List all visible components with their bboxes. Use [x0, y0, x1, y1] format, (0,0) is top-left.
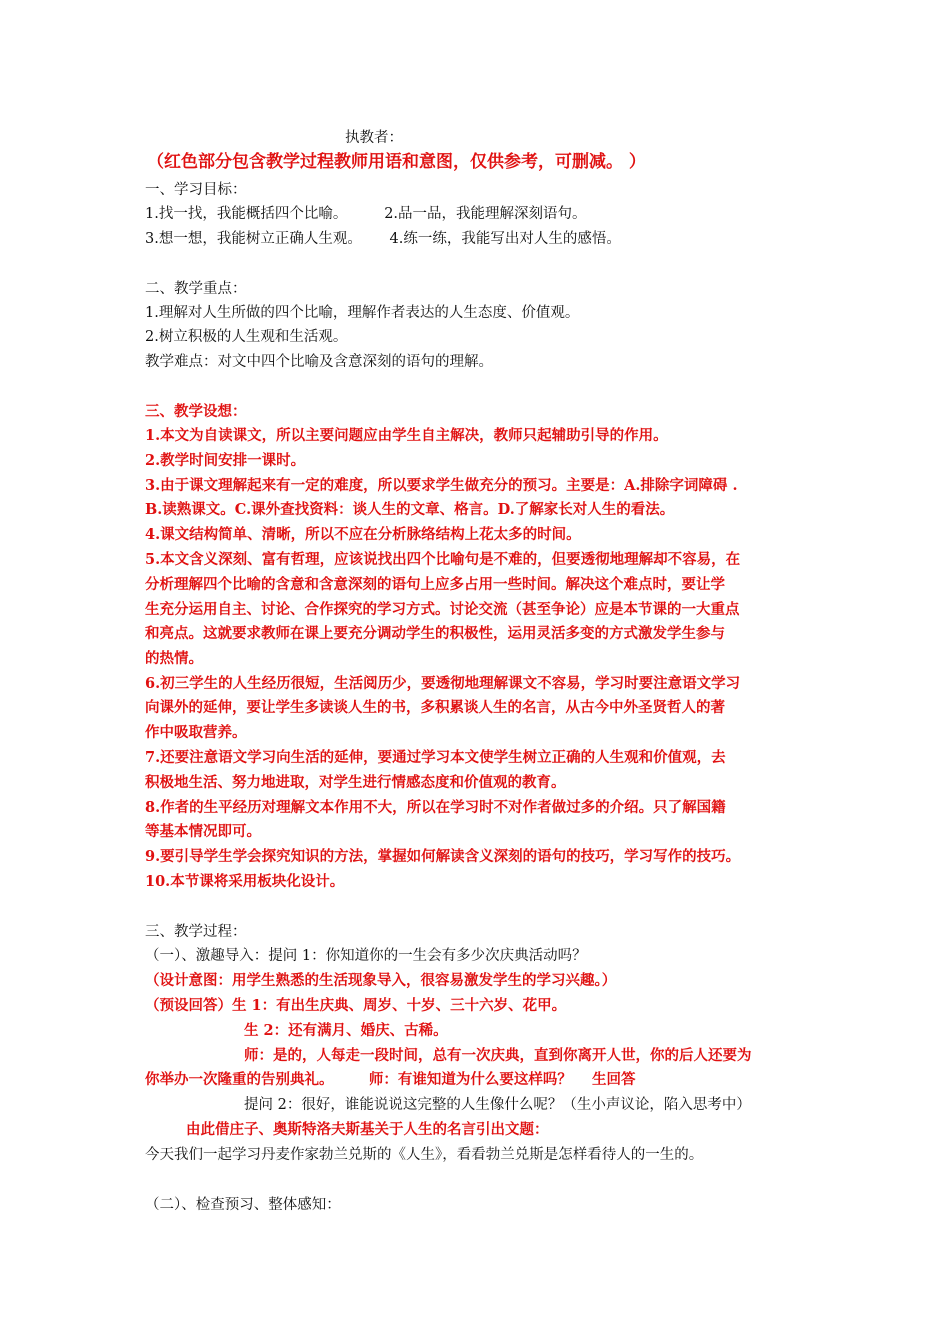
key-point-1: 1.理解对人生所做的四个比喻，理解作者表达的人生态度、价值观。 — [145, 305, 580, 321]
goals-line-2: 3.想一想，我能树立正确人生观。 4.练一练，我能写出对人生的感悟。 — [145, 231, 621, 247]
design-line: 和亮点。这就要求教师在课上要充分调动学生的积极性，运用灵活多变的方式激发学生参与 — [145, 625, 725, 642]
process-heading: 三、教学过程： — [145, 924, 247, 940]
process-intro: （一）、激趣导入：提问 1：你知道你的一生会有多少次庆典活动吗？ — [145, 948, 587, 964]
design-line: 6.初三学生的人生经历很短，生活阅历少，要透彻地理解课文不容易，学习时要注意语文学习 — [145, 675, 741, 692]
design-line: 向课外的延伸，要让学生多读谈人生的书，多积累谈人生的名言，从古今中外圣贤哲人的著 — [145, 699, 725, 716]
design-line: 4.课文结构简单、清晰，所以不应在分析脉络结构上花太多的时间。 — [145, 526, 581, 543]
design-line: 2.教学时间安排一课时。 — [145, 452, 306, 469]
goals-heading: 一、学习目标： — [145, 182, 247, 198]
design-line: 作中吸取营养。 — [145, 724, 247, 741]
design-line: B.读熟课文。C.课外查找资料：谈人生的文章、格言。D.了解家长对人生的看法。 — [145, 501, 675, 518]
design-line: 8.作者的生平经历对理解文本作用不大，所以在学习时不对作者做过多的介绍。只了解国籍 — [145, 799, 726, 816]
teacher-line-2: 你举办一次隆重的告别典礼。 师：有谁知道为什么要这样吗？ 生回答 — [145, 1071, 636, 1088]
design-line: 等基本情况即可。 — [145, 823, 261, 840]
expected-answer-2: 生 2：还有满月、婚庆、古稀。 — [244, 1022, 448, 1039]
section-2-heading: （二）、检查预习、整体感知： — [145, 1197, 341, 1213]
design-line: 10.本节课将采用板块化设计。 — [145, 873, 345, 890]
key-points-heading: 二、教学重点： — [145, 281, 247, 297]
design-line: 分析理解四个比喻的含意和含意深刻的语句上应多占用一些时间。解决这个难点时，要让学 — [145, 576, 725, 593]
design-line: 积极地生活、努力地进取，对学生进行情感态度和价值观的教育。 — [145, 774, 566, 791]
teacher-label: 执教者： — [345, 130, 403, 146]
today-line: 今天我们一起学习丹麦作家勃兰兑斯的《人生》，看看勃兰兑斯是怎样看待人的一生的。 — [145, 1147, 704, 1163]
design-line: 的热情。 — [145, 650, 203, 667]
key-point-2: 2.树立积极的人生观和生活观。 — [145, 329, 348, 345]
red-note: （红色部分包含教学过程教师用语和意图，仅供参考，可删减。 ） — [147, 152, 646, 172]
difficulty-line: 教学难点：对文中四个比喻及含意深刻的语句的理解。 — [145, 354, 493, 370]
quote-intro: 由此借庄子、奥斯特洛夫斯基关于人生的名言引出文题： — [186, 1121, 549, 1138]
expected-answer-1: （预设回答）生 1：有出生庆典、周岁、十岁、三十六岁、花甲。 — [145, 997, 567, 1014]
design-heading: 三、教学设想： — [145, 403, 247, 420]
design-line: 5.本文含义深刻、富有哲理，应该说找出四个比喻句是不难的，但要透彻地理解却不容易，在 — [145, 551, 741, 568]
question-2: 提问 2：很好，谁能说说这完整的人生像什么呢？（生小声议论，陷入思考中） — [244, 1097, 751, 1113]
goals-line-1: 1.找一找，我能概括四个比喻。 2.品一品，我能理解深刻语句。 — [145, 206, 587, 222]
design-line: 7.还要注意语文学习向生活的延伸，要通过学习本文使学生树立正确的人生观和价值观，去 — [145, 749, 726, 766]
teacher-line-1: 师：是的，人每走一段时间，总有一次庆典，直到你离开人世，你的后人还要为 — [244, 1047, 752, 1064]
design-line: 3.由于课文理解起来有一定的难度，所以要求学生做充分的预习。主要是：A.排除字词障碍 . — [145, 477, 738, 494]
design-intent: （设计意图：用学生熟悉的生活现象导入，很容易激发学生的学习兴趣。） — [145, 972, 617, 989]
design-line: 生充分运用自主、讨论、合作探究的学习方式。讨论交流（甚至争论）应是本节课的一大重点 — [145, 601, 740, 618]
design-line: 1.本文为自读课文，所以主要问题应由学生自主解决，教师只起辅助引导的作用。 — [145, 427, 668, 444]
design-line: 9.要引导学生学会探究知识的方法，掌握如何解读含义深刻的语句的技巧，学习写作的技巧。 — [145, 848, 741, 865]
